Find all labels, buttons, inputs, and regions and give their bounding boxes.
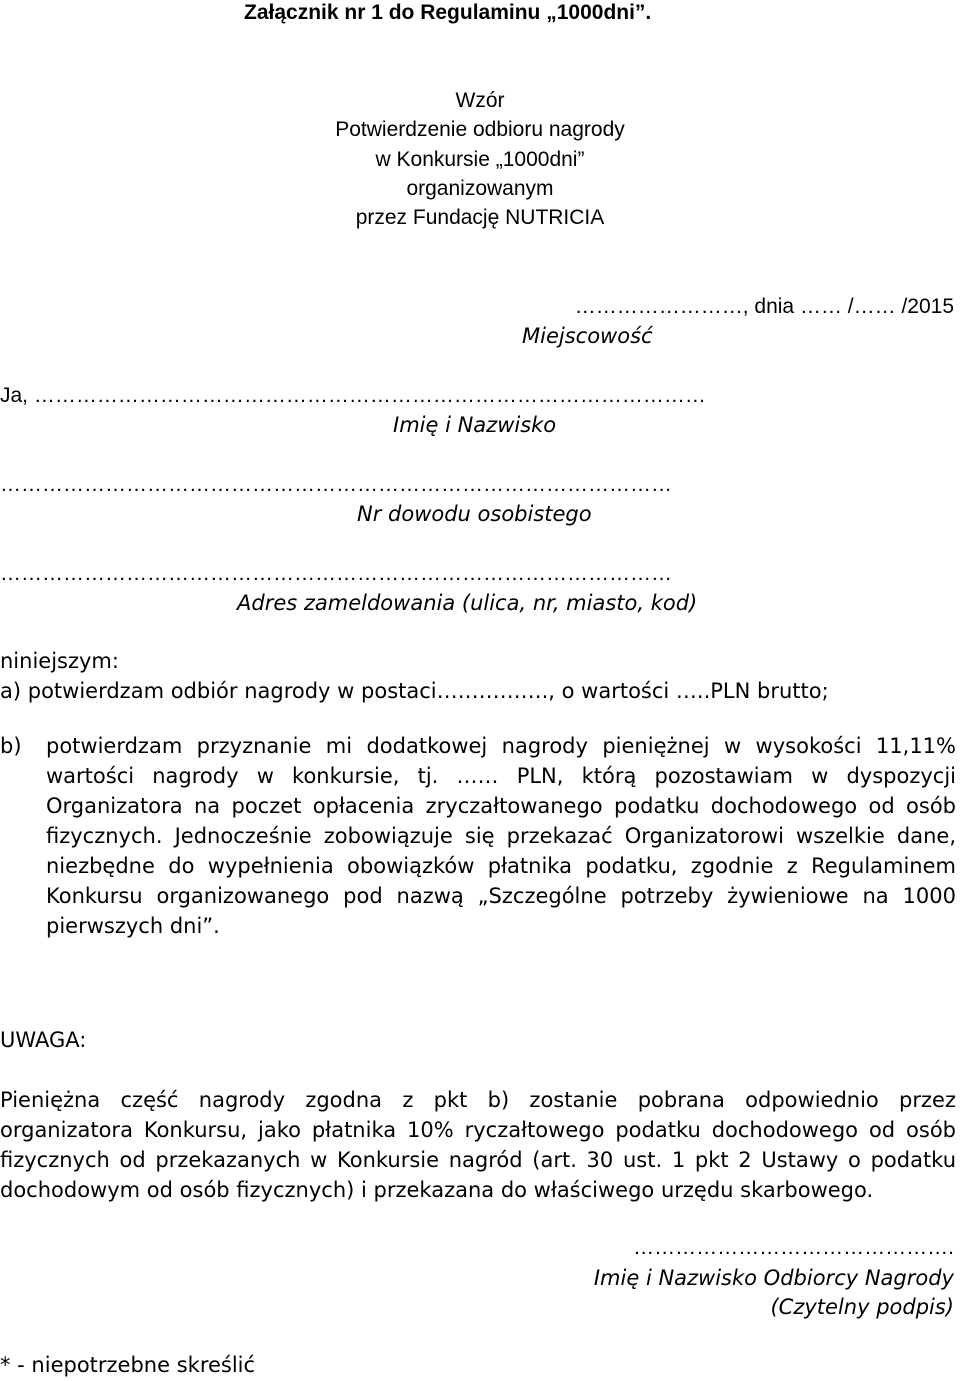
title-line-3: w Konkursie „1000dni” xyxy=(375,148,585,171)
declaration-intro: niniejszym: xyxy=(0,649,119,673)
id-field-label: Nr dowodu osobistego xyxy=(357,502,592,526)
address-field-label: Adres zameldowania (ulica, nr, miasto, kod) xyxy=(237,591,698,615)
footnote: * - niepotrzebne skreślić xyxy=(0,1353,256,1377)
notice-text: Pieniężna część nagrody zgodna z pkt b) zostanie pobrana odpowiednio przez organizatora Konkursu, jako płatnika 10% ryczałtowego podatku dochodowego od osób fizycznych od przekazanych w Konkursie nagród (art. 30 ust. 1 pkt 2 Ustawy o podatku dochodowym od osób fizycznych) i przekazana do właściwego urzędu skarbowego. xyxy=(0,1088,956,1202)
signature-label: Imię i Nazwisko Odbiorcy Nagrody xyxy=(593,1266,954,1290)
notice-heading: UWAGA: xyxy=(0,1028,87,1052)
date-field-label: Miejscowość xyxy=(522,324,653,348)
declaration-point-a: a) potwierdzam odbiór nagrody w postaci……………., o wartości …..PLN brutto; xyxy=(0,679,829,703)
title-line-1: Wzór xyxy=(455,89,505,112)
title-line-5: przez Fundację NUTRICIA xyxy=(355,206,605,229)
title-line-2: Potwierdzenie odbioru nagrody xyxy=(335,118,625,141)
signature-hint: (Czytelny podpis) xyxy=(770,1295,954,1319)
date-field: ……………………, dnia …… /…… /2015 xyxy=(574,295,954,318)
declaration-point-b-label: b) xyxy=(0,734,22,758)
signature-line: ………………………………………. xyxy=(633,1236,954,1259)
annex-header: Załącznik nr 1 do Regulaminu „1000dni”. xyxy=(244,1,652,24)
title-line-4: organizowanym xyxy=(406,177,554,200)
name-field: Ja, …………………………………………………………………………………… xyxy=(0,384,706,407)
name-field-label: Imię i Nazwisko xyxy=(393,413,557,437)
address-field: …………………………………………………………………………………… xyxy=(0,562,672,585)
id-field: …………………………………………………………………………………… xyxy=(0,473,672,496)
declaration-point-b: potwierdzam przyznanie mi dodatkowej nagrody pieniężnej w wysokości 11,11% wartości nagrody w konkursie, tj. …… PLN, którą pozostawiam w dyspozycji Organizatora na poczet opłacenia zryczałtowanego podatku dochodowego od osób fizycznych. Jednocześnie zobowiązuje się przekazać Organizatorowi wszelkie dane, niezbędne do wypełnienia obowiązków płatnika podatku, zgodnie z Regulaminem Konkursu organizowanego pod nazwą „Szczególne potrzeby żywieniowe na 1000 pierwszych dni”. xyxy=(46,734,956,938)
